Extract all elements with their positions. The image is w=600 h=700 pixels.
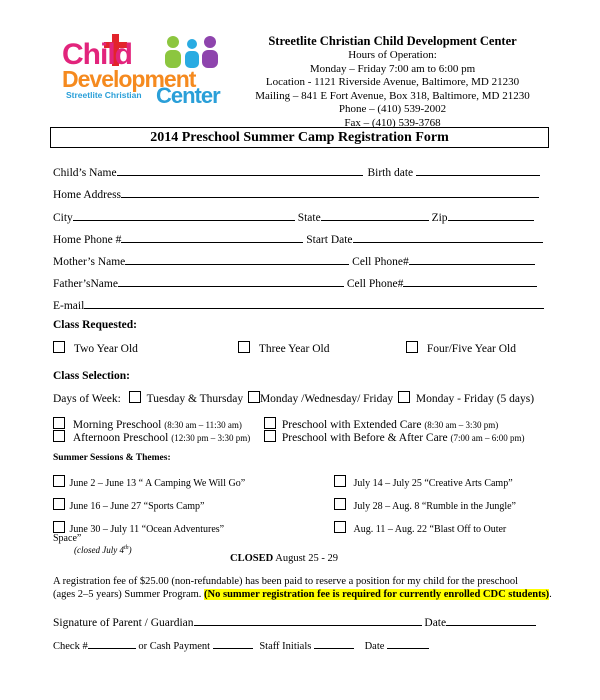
days-label: Days of Week:: [53, 393, 121, 405]
mwf-label: Monday /Wednesday/ Friday: [259, 393, 394, 405]
signature-row: [53, 613, 536, 629]
payment-date-field[interactable]: [387, 636, 429, 649]
city-field[interactable]: [73, 208, 295, 221]
start-date-field[interactable]: [353, 230, 543, 243]
session-1-label: June 2 – June 13 “ A Camping We Will Go”: [69, 478, 246, 489]
logo-streetlite: Streetlite Christian: [66, 90, 142, 100]
mwf-checkbox[interactable]: [248, 391, 260, 403]
zip-field[interactable]: [448, 208, 534, 221]
father-cell-label: Cell Phone#: [346, 278, 404, 290]
start-date-label: Start Date: [306, 234, 353, 246]
fee-line-1: A registration fee of $25.00 (non-refundable) has been paid to reserve a position for my child for the preschool: [53, 576, 519, 587]
session-5-label: June 30 – July 11 “Ocean Adventures”: [69, 524, 225, 535]
extended-checkbox[interactable]: [264, 417, 276, 429]
phone: Phone – (410) 539-2002: [338, 103, 447, 115]
payment-date-label: Date: [364, 641, 385, 652]
mother-cell-label: Cell Phone#: [352, 256, 409, 268]
session-3: [53, 498, 205, 512]
fee-text-2: (ages 2–5 years) Summer Program.: [53, 589, 202, 600]
morning-label: Morning Preschool: [72, 419, 162, 431]
fee-line-2: [53, 589, 552, 600]
father-name-label: Father’sName: [53, 278, 118, 290]
row-father: [53, 274, 537, 290]
tue-thu-label: Tuesday & Thursday: [146, 393, 244, 405]
program-morning: [53, 417, 242, 431]
signature-label: Signature of Parent / Guardian: [53, 617, 194, 629]
session-4-label: July 28 – Aug. 8 “Rumble in the Jungle”: [353, 501, 516, 512]
email-label: E-mail: [53, 300, 85, 312]
days-of-week-row: [53, 391, 534, 405]
program-extended: [264, 417, 498, 431]
header: [240, 34, 545, 130]
afternoon-label: Afternoon Preschool: [72, 432, 169, 444]
two-year-label: Two Year Old: [73, 343, 138, 355]
session-space: Space”: [53, 533, 82, 544]
tue-thu-checkbox[interactable]: [129, 391, 141, 403]
zip-label: Zip: [431, 212, 448, 224]
closed-july-text: (closed July 4: [74, 545, 124, 555]
logo-development: Development: [62, 66, 196, 92]
session-6-checkbox[interactable]: [334, 521, 346, 533]
program-afternoon: [53, 430, 250, 444]
child-name-field[interactable]: [117, 163, 363, 176]
session-3-checkbox[interactable]: [53, 498, 65, 510]
three-year-checkbox[interactable]: [238, 341, 250, 353]
row-home-phone: [53, 230, 543, 246]
row-email: [53, 296, 544, 312]
home-address-field[interactable]: [121, 185, 539, 198]
closed-label: CLOSED: [230, 553, 274, 564]
class-requested-option-2: [238, 341, 329, 355]
row-city: [53, 208, 534, 224]
home-address-label: Home Address: [53, 189, 122, 201]
logo-center: Center: [156, 83, 220, 108]
extended-label: Preschool with Extended Care: [281, 419, 422, 431]
home-phone-field[interactable]: [121, 230, 303, 243]
mon-fri-label: Monday - Friday (5 days): [415, 393, 535, 405]
cash-label: or Cash Payment: [138, 641, 211, 652]
session-3-label: June 16 – June 27 “Sports Camp”: [69, 501, 205, 512]
four-five-year-checkbox[interactable]: [406, 341, 418, 353]
row-mother: [53, 252, 535, 268]
closed-july-sup: th: [123, 545, 129, 551]
program-before-after: [264, 430, 525, 444]
mon-fri-checkbox[interactable]: [398, 391, 410, 403]
row-child-name: [53, 163, 540, 179]
afternoon-time: (12:30 pm – 3:30 pm): [171, 433, 251, 443]
logo: [60, 30, 235, 110]
org-name: Streetlite Christian Child Development Center: [268, 34, 517, 48]
session-6: [334, 521, 506, 535]
logo-child: Child: [62, 38, 132, 71]
class-requested-heading: Class Requested:: [53, 319, 138, 331]
city-label: City: [53, 212, 73, 224]
morning-checkbox[interactable]: [53, 417, 65, 429]
closed-dates: August 25 - 29: [275, 553, 338, 564]
signature-date-field[interactable]: [446, 613, 536, 626]
afternoon-checkbox[interactable]: [53, 430, 65, 442]
state-label: State: [297, 212, 321, 224]
mother-name-label: Mother’s Name: [53, 256, 126, 268]
session-4-checkbox[interactable]: [334, 498, 346, 510]
session-2-checkbox[interactable]: [334, 475, 346, 487]
signature-date-label: Date: [424, 617, 447, 629]
session-5-checkbox[interactable]: [53, 521, 65, 533]
fee-highlight: (No summer registration fee is required for currently enrolled CDC students): [204, 589, 550, 600]
hours-label: Hours of Operation:: [348, 49, 437, 61]
staff-field[interactable]: [314, 636, 354, 649]
state-field[interactable]: [321, 208, 429, 221]
cash-field[interactable]: [213, 636, 253, 649]
form-title: 2014 Preschool Summer Camp Registration Form: [50, 127, 549, 148]
signature-field[interactable]: [194, 613, 422, 626]
session-2: [334, 475, 513, 489]
session-1-checkbox[interactable]: [53, 475, 65, 487]
three-year-label: Three Year Old: [258, 343, 330, 355]
home-phone-label: Home Phone #: [53, 234, 122, 246]
father-cell-field[interactable]: [403, 274, 537, 287]
location: Location - 1121 Riverside Avenue, Baltimore, MD 21230: [265, 76, 520, 88]
before-after-label: Preschool with Before & After Care: [281, 432, 448, 444]
mother-name-field[interactable]: [125, 252, 349, 265]
check-label: Check #: [53, 641, 88, 652]
session-2-label: July 14 – July 25 “Creative Arts Camp”: [353, 478, 513, 489]
birth-date-label: Birth date: [367, 167, 414, 179]
staff-label: Staff Initials: [259, 641, 312, 652]
fee-period: .: [549, 589, 552, 600]
email-field[interactable]: [84, 296, 544, 309]
check-field[interactable]: [88, 636, 136, 649]
fax: Fax – (410) 539-3768: [344, 116, 441, 129]
child-name-label: Child’s Name: [53, 167, 117, 179]
session-1: [53, 475, 245, 489]
sessions-heading: Summer Sessions & Themes:: [53, 453, 171, 463]
session-6-label: Aug. 11 – Aug. 22 “Blast Off to Outer: [353, 524, 507, 535]
class-requested-option-3: [406, 341, 516, 355]
four-five-year-label: Four/Five Year Old: [426, 343, 517, 355]
mailing: Mailing – 841 E Fort Avenue, Box 318, Baltimore, MD 21230: [255, 89, 530, 102]
closed-july-note: [74, 545, 132, 555]
before-after-checkbox[interactable]: [264, 430, 276, 442]
class-selection-heading: Class Selection:: [53, 370, 130, 382]
session-4: [334, 498, 516, 512]
before-after-time: (7:00 am – 6:00 pm): [450, 433, 525, 443]
class-requested-option-1: [53, 341, 138, 355]
birth-date-field[interactable]: [416, 163, 540, 176]
payment-row: [53, 636, 429, 652]
father-name-field[interactable]: [118, 274, 344, 287]
row-home-address: [53, 185, 539, 201]
two-year-checkbox[interactable]: [53, 341, 65, 353]
morning-time: (8:30 am – 11:30 am): [164, 420, 242, 430]
closed-august: [230, 553, 338, 564]
hours: Monday – Friday 7:00 am to 6:00 pm: [309, 62, 476, 75]
extended-time: (8:30 am – 3:30 pm): [424, 420, 499, 430]
closed-july-end: ): [128, 545, 132, 555]
mother-cell-field[interactable]: [409, 252, 535, 265]
